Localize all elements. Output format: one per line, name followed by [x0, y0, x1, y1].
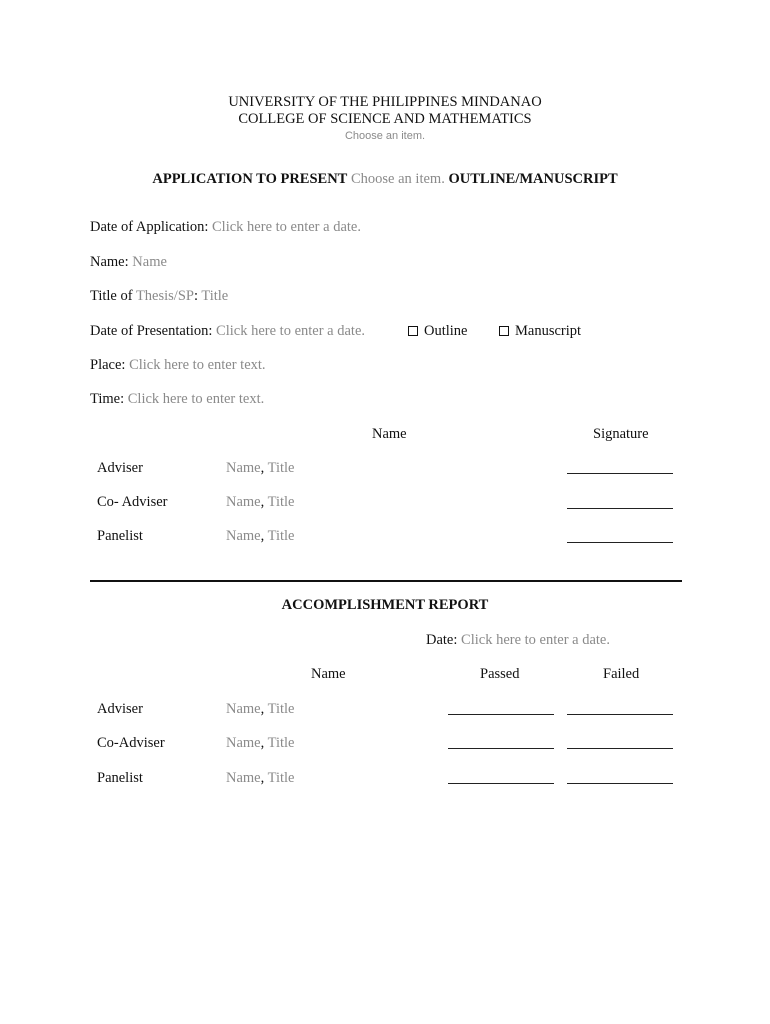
manuscript-checkbox[interactable] [499, 326, 509, 336]
column-header-name: Name [372, 426, 407, 442]
university-name: UNIVERSITY OF THE PHILIPPINES MINDANAO [228, 94, 542, 110]
date-of-presentation-field[interactable]: Click here to enter a date. [216, 323, 366, 339]
application-title [0, 171, 770, 188]
title-field[interactable]: Title [201, 288, 229, 304]
name-value: Name [226, 460, 261, 476]
separator: , [260, 460, 265, 476]
name-value: Name [226, 770, 261, 786]
report-column-name: Name [311, 666, 346, 682]
outline-checkbox[interactable] [408, 326, 418, 336]
report-title: ACCOMPLISHMENT REPORT [281, 597, 489, 613]
report-column-failed: Failed [603, 666, 640, 682]
outline-checkbox-group[interactable] [408, 323, 468, 340]
name-value: Name [226, 701, 261, 717]
name-title-field[interactable] [226, 770, 295, 787]
title-value: Title [267, 528, 295, 544]
signature-line [567, 542, 673, 543]
failed-signature-line [567, 783, 673, 784]
thesis-sp-dropdown[interactable]: Thesis/SP [135, 288, 194, 304]
section-divider [90, 580, 682, 582]
role-label: Co-Adviser [97, 735, 165, 751]
place-row [90, 357, 266, 374]
report-date-row [426, 632, 610, 649]
choose-item-field[interactable]: Choose an item. [344, 130, 426, 142]
place-field[interactable]: Click here to enter text. [129, 357, 266, 373]
application-title-suffix: OUTLINE/MANUSCRIPT [448, 171, 618, 187]
name-title-field[interactable] [226, 528, 295, 545]
application-title-prefix: APPLICATION TO PRESENT [152, 171, 348, 187]
date-of-application-label: Date of Application: [90, 219, 209, 235]
title-value: Title [267, 494, 295, 510]
role-label: Panelist [97, 528, 143, 544]
passed-signature-line [448, 714, 554, 715]
role-label: Co- Adviser [97, 494, 168, 510]
title-value: Title [267, 701, 295, 717]
name-field[interactable]: Name [132, 254, 167, 270]
title-value: Title [267, 460, 295, 476]
separator: , [260, 735, 265, 751]
date-of-presentation-row [90, 323, 365, 340]
failed-signature-line [567, 714, 673, 715]
name-title-field[interactable] [226, 460, 295, 477]
time-row [90, 391, 264, 408]
title-value: Title [267, 770, 295, 786]
separator: , [260, 528, 265, 544]
name-value: Name [226, 494, 261, 510]
signature-line [567, 508, 673, 509]
manuscript-label: Manuscript [515, 323, 582, 339]
role-label: Panelist [97, 770, 143, 786]
name-title-field[interactable] [226, 494, 295, 511]
name-value: Name [226, 528, 261, 544]
date-of-presentation-label: Date of Presentation: [90, 323, 213, 339]
date-of-application-field[interactable]: Click here to enter a date. [212, 219, 361, 235]
report-date-field[interactable]: Click here to enter a date. [461, 632, 610, 648]
failed-signature-line [567, 748, 673, 749]
signature-line [567, 473, 673, 474]
manuscript-checkbox-group[interactable] [499, 323, 581, 340]
name-value: Name [226, 735, 261, 751]
title-colon: : [193, 288, 198, 304]
name-title-field[interactable] [226, 735, 295, 752]
time-label: Time: [90, 391, 125, 407]
role-label: Adviser [97, 460, 143, 476]
title-label: Title of [90, 288, 133, 304]
title-row [90, 288, 228, 305]
title-value: Title [267, 735, 295, 751]
outline-label: Outline [424, 323, 468, 339]
passed-signature-line [448, 748, 554, 749]
report-column-passed: Passed [480, 666, 520, 682]
place-label: Place: [90, 357, 126, 373]
name-row [90, 254, 167, 271]
college-name: COLLEGE OF SCIENCE AND MATHEMATICS [238, 111, 532, 127]
name-title-field[interactable] [226, 701, 295, 718]
role-label: Adviser [97, 701, 143, 717]
time-field[interactable]: Click here to enter text. [127, 391, 265, 407]
date-of-application-row [90, 219, 361, 236]
name-label: Name: [90, 254, 129, 270]
separator: , [260, 494, 265, 510]
separator: , [260, 701, 265, 717]
separator: , [260, 770, 265, 786]
report-date-label: Date: [426, 632, 458, 648]
passed-signature-line [448, 783, 554, 784]
column-header-signature: Signature [593, 426, 649, 442]
presentation-type-dropdown[interactable]: Choose an item. [350, 171, 445, 187]
